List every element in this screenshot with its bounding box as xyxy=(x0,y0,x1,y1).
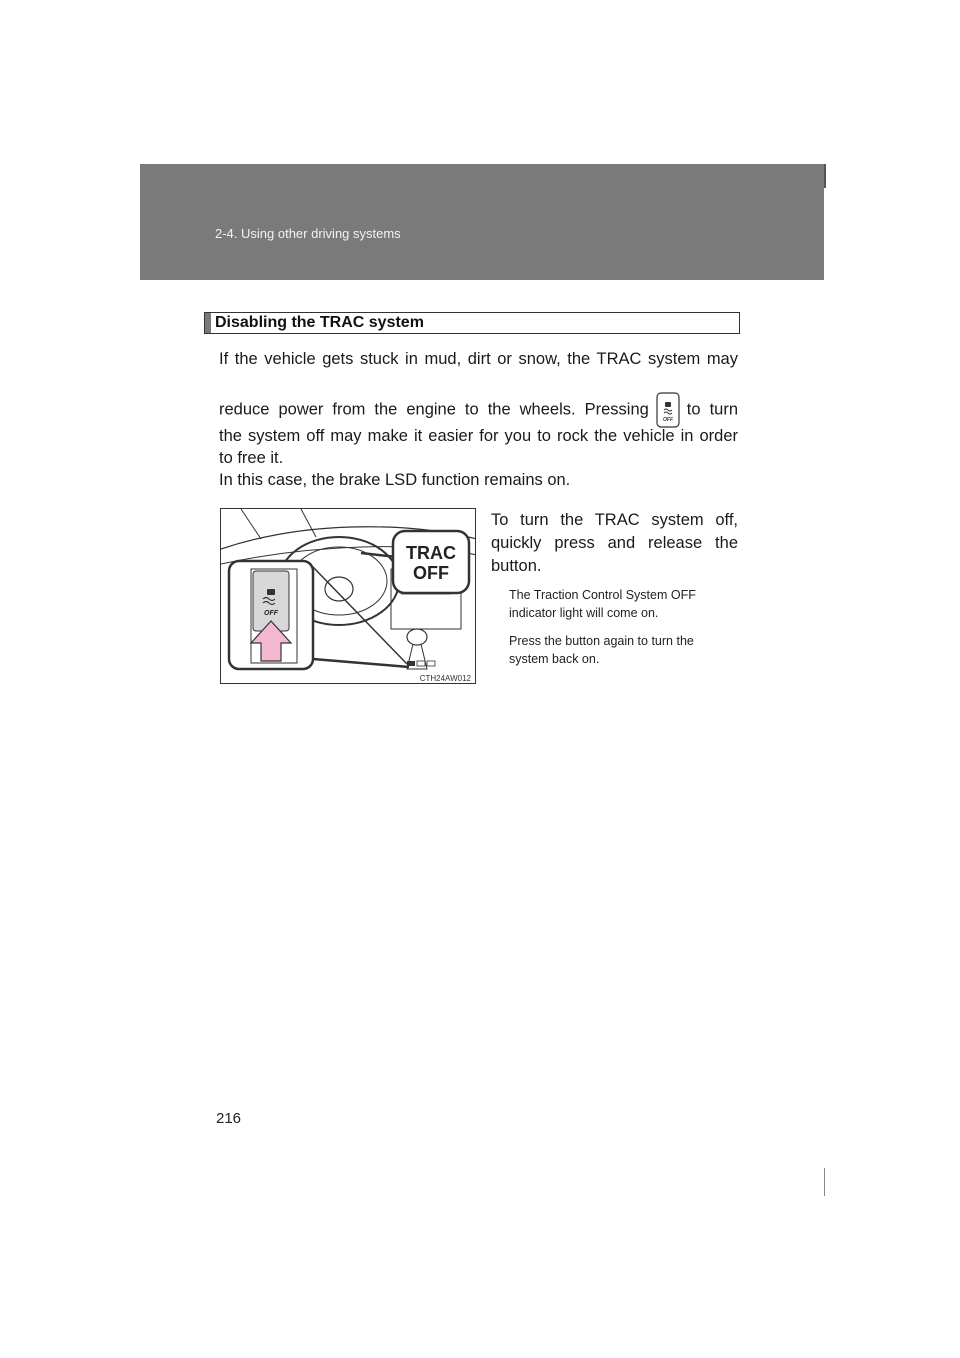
section-heading-bar xyxy=(205,313,211,333)
page-edge-mark xyxy=(824,1168,825,1196)
instruction-line-3: button. xyxy=(491,557,542,575)
body-line-3: the system off may make it easier for you to rock the vehicle in order xyxy=(219,427,738,445)
instruction-line-2: quickly press and release the xyxy=(491,534,738,552)
instruction-line-1: To turn the TRAC system off, xyxy=(491,511,738,529)
trac-off-button-icon xyxy=(655,392,681,428)
body-line-2-end: to turn xyxy=(686,400,738,419)
trac-button-illustration xyxy=(220,508,476,684)
chapter-title: 2-4. Using other driving systems xyxy=(215,226,401,241)
note-1 xyxy=(509,586,741,622)
header-tab xyxy=(824,164,826,188)
note-2-line-1: Press the button again to turn the xyxy=(509,634,694,648)
header-band xyxy=(140,164,824,280)
inline-button-label: OFF xyxy=(662,417,673,423)
note-2-line-2: system back on. xyxy=(509,652,600,666)
body-line-5: In this case, the brake LSD function remains on. xyxy=(219,471,571,489)
body-line-1: If the vehicle gets stuck in mud, dirt or snow, the TRAC system may xyxy=(219,350,738,368)
note-1-line-2: indicator light will come on. xyxy=(509,606,659,620)
note-1-line-1: The Traction Control System OFF xyxy=(509,588,696,602)
callout-off: OFF xyxy=(413,563,449,583)
figure-code: CTH24AW012 xyxy=(419,674,471,683)
panel-button-label: OFF xyxy=(264,610,278,617)
callout-trac: TRAC xyxy=(406,543,456,563)
body-line-4: to free it. xyxy=(219,449,284,467)
section-heading xyxy=(204,312,740,334)
section-title: Disabling the TRAC system xyxy=(215,314,424,331)
note-2 xyxy=(509,632,741,668)
body-line-2 xyxy=(219,392,738,428)
body-line-2-start: reduce power from the engine to the wheels. Pressing xyxy=(219,400,649,419)
page-number: 216 xyxy=(216,1110,242,1127)
